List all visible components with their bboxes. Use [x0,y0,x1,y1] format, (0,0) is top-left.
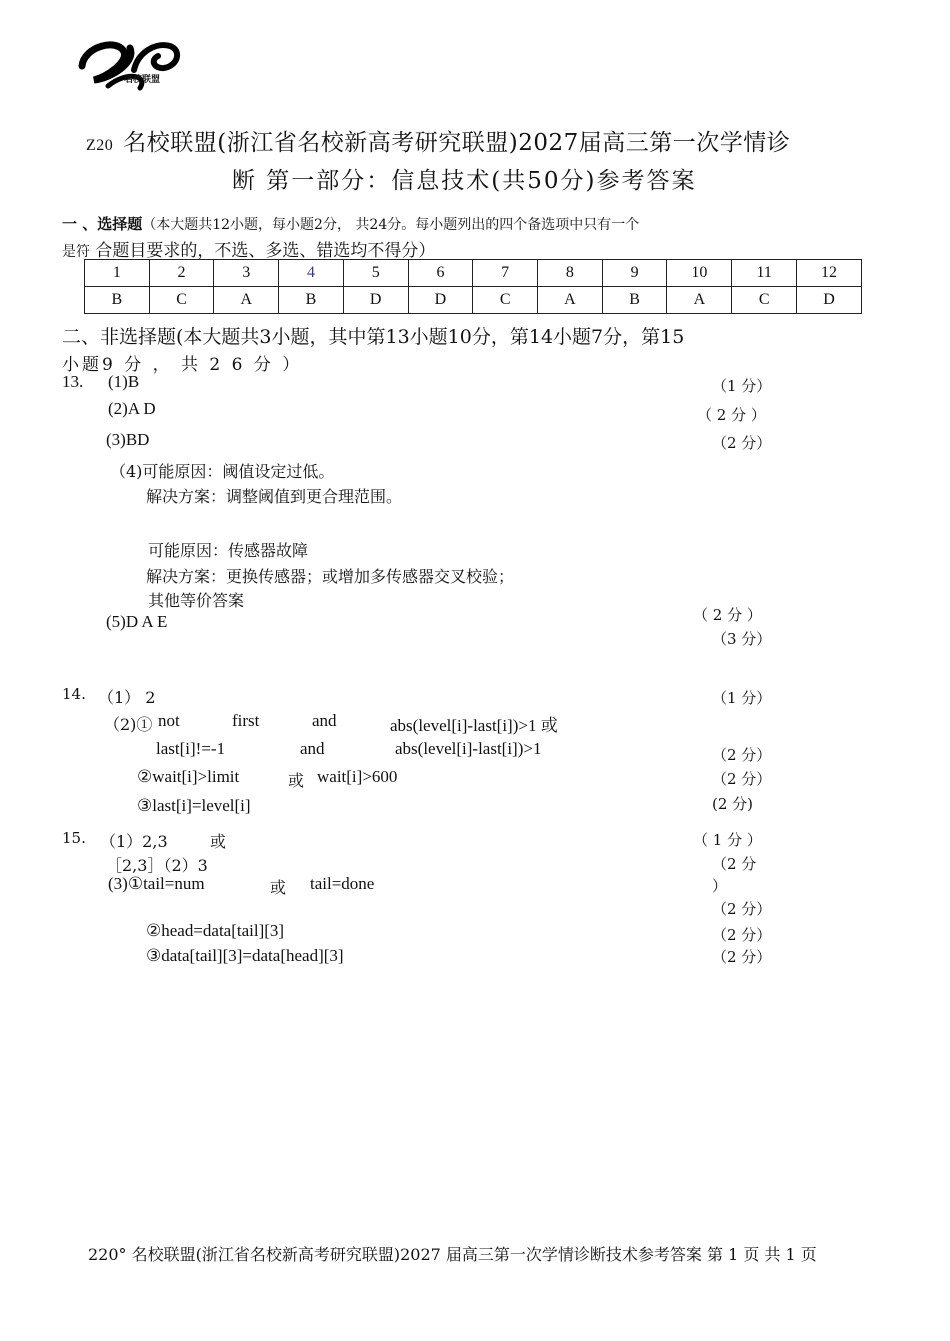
q15-part2-score-a: （2 分 [712,855,757,873]
title-prefix: Z20 [86,137,114,154]
q14-part3-a: ②wait[i]>limit [137,767,240,786]
answer-cell: B [279,287,344,314]
answer-table [84,259,862,314]
q13-part1: (1)B [108,372,140,391]
q15-part1-or: 或 [210,832,227,851]
q14-part2-score: （2 分） [712,746,772,764]
q15-part3-b: tail=done [310,874,375,893]
q14-part3-score: （2 分） [712,770,772,788]
q14-part2-f: and [300,739,325,758]
q15-part2-score-b: ） [712,877,728,895]
q14-number: 14. [62,685,86,703]
question-number: 1 [85,260,150,287]
q13-part4-score: （ 2 分 ） [693,606,762,624]
question-number: 6 [408,260,473,287]
q15-part1-score: （ 1 分 ） [693,831,762,849]
q13-part3: (3)BD [106,430,150,449]
answer-cell: C [149,287,214,314]
q14-part3-or: 或 [288,771,305,790]
answer-cell: A [667,287,732,314]
answer-cell: D [343,287,408,314]
q13-part4-solution2: 解决方案：更换传感器；或增加多传感器交叉校验； [146,567,515,586]
question-number: 2 [149,260,214,287]
q13-part5: (5)D A E [106,612,168,631]
q14-part1: （1） 2 [98,688,156,707]
section2-heading-cont: 小题9 分 ， 共 2 6 分 ） [62,355,303,375]
section1-desc-1: （本大题共12小题，每小题2分， 共24分。每小题列出的四个备选项中只有一个 [142,217,640,233]
logo-graphic [78,36,186,94]
answer-cell: A [538,287,603,314]
q15-part4-score: （2 分） [712,926,772,944]
q14-part2-e: last[i]!=-1 [156,739,226,758]
q14-part2-a: not [158,711,180,730]
q13-part2-score: （ 2 分 ） [697,406,766,424]
q15-part1b: ［2,3］（2）3 [106,856,208,875]
answer-cell: A [214,287,279,314]
question-number: 10 [667,260,732,287]
q15-number: 15. [62,829,86,847]
section1-desc-line2 [62,236,435,261]
q15-part4: ②head=data[tail][3] [146,921,285,940]
title-text-1: 名校联盟(浙江省名校新高考研究联盟)2027届高三第一次学情诊 [123,130,791,156]
answer-cell: D [408,287,473,314]
section1-desc-2b: 合题目要求的，不选、多选、错选均不得分） [95,241,436,261]
logo [78,36,186,94]
q13-part5-score: （3 分） [712,630,772,648]
q13-part4-reason2: 可能原因：传感器故障 [148,541,309,560]
section1-heading [62,213,639,234]
question-number: 7 [473,260,538,287]
answer-cell: D [797,287,862,314]
q13-part4-solution1: 解决方案：调整阈值到更合理范围。 [146,487,403,506]
q13-part2: (2)A D [108,399,156,418]
question-number: 11 [732,260,797,287]
answer-cell: C [732,287,797,314]
q14-part1-score: （1 分） [712,689,772,707]
q15-part5-score: （2 分） [712,948,772,966]
section2-heading: 二、非选择题(本大题共3小题，其中第13小题10分，第14小题7分，第15 [62,326,685,348]
q13-part4-reason1: （4)可能原因：阈值设定过低。 [110,462,335,481]
answer-cell: C [473,287,538,314]
document-title-line2: 断 第一部分：信息技术(共50分)参考答案 [232,168,697,194]
section1-desc-2a: 是符 [62,244,90,260]
q14-part2-b: first [232,711,260,730]
answer-table-number-row [85,260,862,287]
section1-label: 一 、选择题 [62,215,143,233]
question-number: 5 [343,260,408,287]
q13-part4-other: 其他等价答案 [148,591,245,610]
q14-part4-score: (2 分) [712,795,754,813]
answer-table-answer-row [85,287,862,314]
question-number: 4 [279,260,344,287]
q14-part2-d: abs(level[i]-last[i])>1 或 [390,716,558,735]
q14-part3-b: wait[i]>600 [317,767,398,786]
q13-part3-score: （2 分） [712,434,772,452]
answer-cell: B [602,287,667,314]
q13-part1-score: （1 分） [712,377,772,395]
q15-part3-score: （2 分） [712,900,772,918]
question-number: 12 [797,260,862,287]
q15-part1: （1）2,3 [100,832,168,851]
q14-part2-label: （2)① [104,715,153,734]
question-number: 9 [602,260,667,287]
q15-part5: ③data[tail][3]=data[head][3] [146,946,344,965]
answer-cell: B [85,287,150,314]
q14-part2-g: abs(level[i]-last[i])>1 [395,739,542,758]
logo-text: 名校联盟 [124,75,161,85]
question-number: 3 [214,260,279,287]
q15-part3-label: (3)①tail=num [108,874,205,893]
document-title-line1 [86,124,790,157]
q13-number: 13. [62,372,84,391]
q15-part3-or: 或 [270,878,287,897]
q14-part2-c: and [312,711,337,730]
q14-part4: ③last[i]=level[i] [137,796,251,815]
question-number: 8 [538,260,603,287]
page-footer: 220° 名校联盟(浙江省名校新高考研究联盟)2027 届高三第一次学情诊断技术参考答案 第 1 页 共 1 页 [88,1245,817,1264]
